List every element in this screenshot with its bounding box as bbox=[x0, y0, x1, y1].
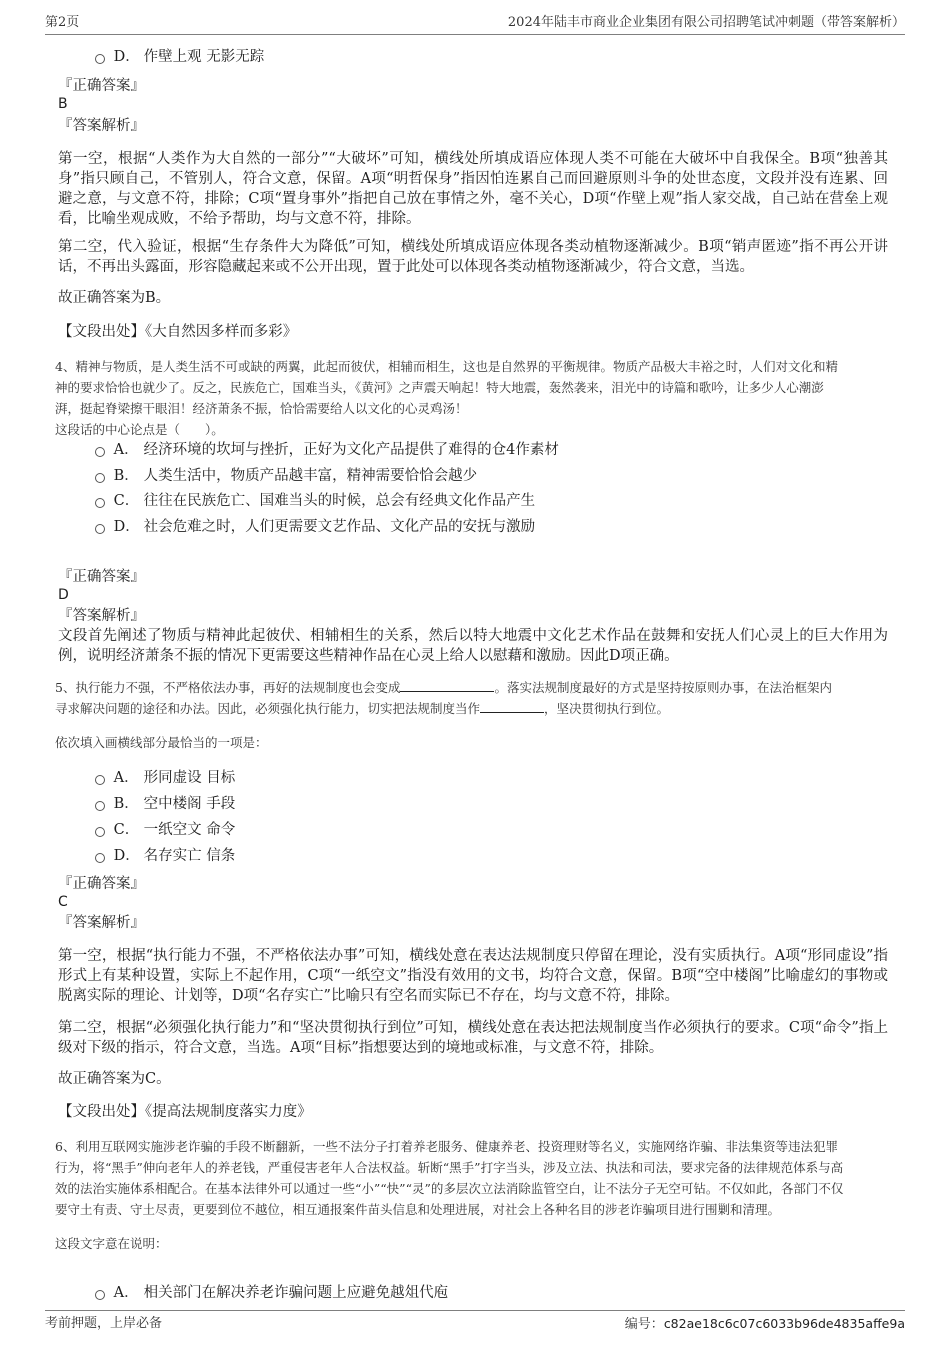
option-letter: D． bbox=[113, 519, 140, 535]
q6-option-a[interactable] bbox=[95, 1282, 448, 1304]
q5-answer-label: 『正确答案』 bbox=[58, 876, 145, 892]
page-footer bbox=[45, 1310, 905, 1335]
q4-stem-line: 神的要求恰恰也就少了。反之，民族危亡，国难当头，《黄河》之声震天响起！特大地震，轰然袭来，泪光中的诗篇和歌吟，让多少人心潮澎 bbox=[55, 380, 824, 395]
option-text: 形同虚设 目标 bbox=[143, 770, 236, 786]
stem-text: 寻求解决问题的途径和办法。因此，必须强化执行能力，切实把法规制度当作 bbox=[55, 701, 481, 716]
radio-icon[interactable] bbox=[95, 54, 105, 64]
radio-icon[interactable] bbox=[95, 524, 105, 534]
q5-analysis-label: 『答案解析』 bbox=[58, 915, 145, 931]
option-letter: B． bbox=[113, 468, 139, 484]
option-text: 经济环境的坎坷与挫折，正好为文化产品提供了难得的仓4作素材 bbox=[143, 442, 559, 458]
option-text: 一纸空文 命令 bbox=[143, 822, 236, 838]
option-letter: A． bbox=[113, 442, 139, 458]
q3-option-d[interactable] bbox=[95, 46, 264, 68]
radio-icon[interactable] bbox=[95, 473, 105, 483]
q3-answer-label: 『正确答案』 bbox=[58, 78, 145, 94]
footer-slogan: 考前押题，上岸必备 bbox=[45, 1316, 163, 1331]
radio-icon[interactable] bbox=[95, 447, 105, 457]
q3-answer: B bbox=[58, 96, 68, 112]
radio-icon[interactable] bbox=[95, 1290, 105, 1300]
q6-prompt: 这段文字意在说明： bbox=[55, 1236, 168, 1251]
q5-stem-line bbox=[55, 698, 895, 719]
footer-code bbox=[625, 1313, 905, 1336]
q5-option-a[interactable] bbox=[95, 767, 235, 789]
q4-stem-line: 4、精神与物质，是人类生活不可或缺的两翼，此起而彼伏，相辅而相生，这也是自然界的平衡规律。物质产品极大丰裕之时，人们对文化和精 bbox=[55, 359, 838, 374]
code-value: c82ae18c6c07c6033b96de4835affe9a bbox=[663, 1316, 905, 1331]
stem-text: 5、执行能力不强，不严格依法办事，再好的法规制度也会变成 bbox=[55, 680, 401, 695]
page-number: 第2页 bbox=[45, 15, 80, 30]
option-text: 往往在民族危亡、国难当头的时候，总会有经典文化作品产生 bbox=[143, 493, 536, 509]
q4-analysis: 文段首先阐述了物质与精神此起彼伏、相辅相生的关系，然后以特大地震中文化艺术作品在鼓舞和安抚人们心灵上的巨大作用为例，说明经济萧条不振的情况下更需要这些精神作品在心灵上给人以慰藉和激励。因此D项正确。 bbox=[58, 628, 888, 664]
document-title: 2024年陆丰市商业企业集团有限公司招聘笔试冲刺题（带答案解析） bbox=[507, 15, 905, 30]
option-letter: C． bbox=[113, 822, 140, 838]
option-letter: D． bbox=[113, 49, 140, 65]
q5-stem-line bbox=[55, 677, 895, 698]
radio-icon[interactable] bbox=[95, 498, 105, 508]
option-letter: A． bbox=[113, 1285, 139, 1301]
q6-stem-line: 行为，将“黑手”伸向老年人的养老钱，严重侵害老年人合法权益。斩断“黑手”打字当头，涉及立法、执法和司法，要求完备的法律规范体系与高 bbox=[55, 1160, 844, 1175]
option-letter: C． bbox=[113, 493, 140, 509]
blank-line bbox=[480, 699, 544, 713]
blank-line bbox=[400, 678, 494, 692]
radio-icon[interactable] bbox=[95, 801, 105, 811]
option-text: 社会危难之时，人们更需要文艺作品、文化产品的安抚与激励 bbox=[143, 519, 536, 535]
q4-answer-label: 『正确答案』 bbox=[58, 569, 145, 585]
option-letter: D． bbox=[113, 848, 140, 864]
option-text: 名存实亡 信条 bbox=[143, 848, 236, 864]
q5-analysis-p2: 第二空，根据“必须强化执行能力”和“坚决贯彻执行到位”可知，横线处意在表达把法规制度当作必须执行的要求。C项“命令”指上级对下级的指示，符合文意，当选。A项“目标”指想要达到的境地或标准，与文意不符，排除。 bbox=[58, 1020, 888, 1056]
q3-conclusion: 故正确答案为B。 bbox=[58, 290, 171, 306]
q4-analysis-label: 『答案解析』 bbox=[58, 608, 145, 624]
q5-answer: C bbox=[58, 894, 68, 910]
option-text: 人类生活中，物质产品越丰富，精神需要恰恰会越少 bbox=[143, 468, 478, 484]
option-text: 作壁上观 无影无踪 bbox=[143, 49, 265, 65]
q5-stem bbox=[55, 677, 895, 719]
option-text: 空中楼阁 手段 bbox=[143, 796, 236, 812]
q3-analysis-p1: 第一空，根据“人类作为大自然的一部分”“大破坏”可知，横线处所填成语应体现人类不可能在大破坏中自我保全。B项“独善其身”指只顾自己，不管别人，符合文意，保留。A项“明哲保身”指因怕连累自己而回避原则斗争的处世态度，文段并没有连累、回避之意，与文意不符，排除；C项“置身事外”指把自己放在事情之外，毫不关心，D项“作壁上观”指人家交战，自己站在营垒上观看，比喻坐观成败，不给予帮助，均与文意不符，排除。 bbox=[58, 151, 888, 227]
q4-option-b[interactable] bbox=[95, 465, 477, 487]
q5-option-b[interactable] bbox=[95, 793, 235, 815]
q4-stem-line: 湃，挺起脊梁擦干眼泪！经济萧条不振，恰恰需要给人以文化的心灵鸡汤！ bbox=[55, 401, 468, 416]
stem-text: ，坚决贯彻执行到位。 bbox=[544, 701, 670, 716]
q3-source: 【文段出处】《大自然因多样而多彩》 bbox=[58, 324, 298, 340]
q4-answer: D bbox=[58, 587, 69, 603]
q5-analysis-p1: 第一空，根据“执行能力不强，不严格依法办事”可知，横线处意在表达法规制度只停留在理论，没有实质执行。A项“形同虚设”指形式上有某种设置，实际上不起作用，C项“一纸空文”指没有效用的文书，均符合文意，保留。B项“空中楼阁”比喻虚幻的事物或脱离实际的理论、计划等，D项“名存实亡”比喻只有空名而实际已不存在，均与文意不符，排除。 bbox=[58, 948, 888, 1004]
q4-option-a[interactable] bbox=[95, 439, 559, 461]
q4-stem bbox=[55, 356, 895, 440]
radio-icon[interactable] bbox=[95, 827, 105, 837]
q4-option-d[interactable] bbox=[95, 516, 535, 538]
q3-analysis-label: 『答案解析』 bbox=[58, 118, 145, 134]
q6-stem-line: 要守土有责、守土尽责，更要到位不越位，相互通报案件苗头信息和处理进展，对社会上各种名目的涉老诈骗项目进行围剿和清理。 bbox=[55, 1202, 781, 1217]
option-text: 相关部门在解决养老诈骗问题上应避免越俎代庖 bbox=[143, 1285, 449, 1301]
q5-option-c[interactable] bbox=[95, 819, 235, 841]
q5-option-d[interactable] bbox=[95, 845, 235, 867]
option-letter: A． bbox=[113, 770, 139, 786]
q6-stem bbox=[55, 1136, 895, 1220]
option-letter: B． bbox=[113, 796, 139, 812]
q3-analysis-p2: 第二空，代入验证，根据“生存条件大为降低”可知，横线处所填成语应体现各类动植物逐渐减少。B项“销声匿迹”指不再公开讲话，不再出头露面，形容隐藏起来或不公开出现，置于此处可以体现各类动植物逐渐减少，符合文意，当选。 bbox=[58, 239, 888, 275]
radio-icon[interactable] bbox=[95, 853, 105, 863]
q4-stem-line: 这段话的中心论点是（ ）。 bbox=[55, 422, 224, 437]
q5-prompt: 依次填入画横线部分最恰当的一项是： bbox=[55, 735, 268, 750]
q4-option-c[interactable] bbox=[95, 490, 535, 512]
q5-source: 【文段出处】《提高法规制度落实力度》 bbox=[58, 1104, 312, 1120]
q5-conclusion: 故正确答案为C。 bbox=[58, 1071, 171, 1087]
q6-stem-line: 效的法治实施体系相配合。在基本法律外可以通过一些“小”“快”“灵”的多层次立法消除监管空白，让不法分子无空可钻。不仅如此，各部门不仅 bbox=[55, 1181, 844, 1196]
page-header bbox=[45, 12, 905, 35]
q6-stem-line: 6、利用互联网实施涉老诈骗的手段不断翻新，一些不法分子打着养老服务、健康养老、投资理财等名义，实施网络诈骗、非法集资等违法犯罪 bbox=[55, 1139, 838, 1154]
code-label: 编号： bbox=[624, 1317, 664, 1332]
stem-text: 。落实法规制度最好的方式是坚持按原则办事，在法治框架内 bbox=[494, 680, 832, 695]
radio-icon[interactable] bbox=[95, 775, 105, 785]
